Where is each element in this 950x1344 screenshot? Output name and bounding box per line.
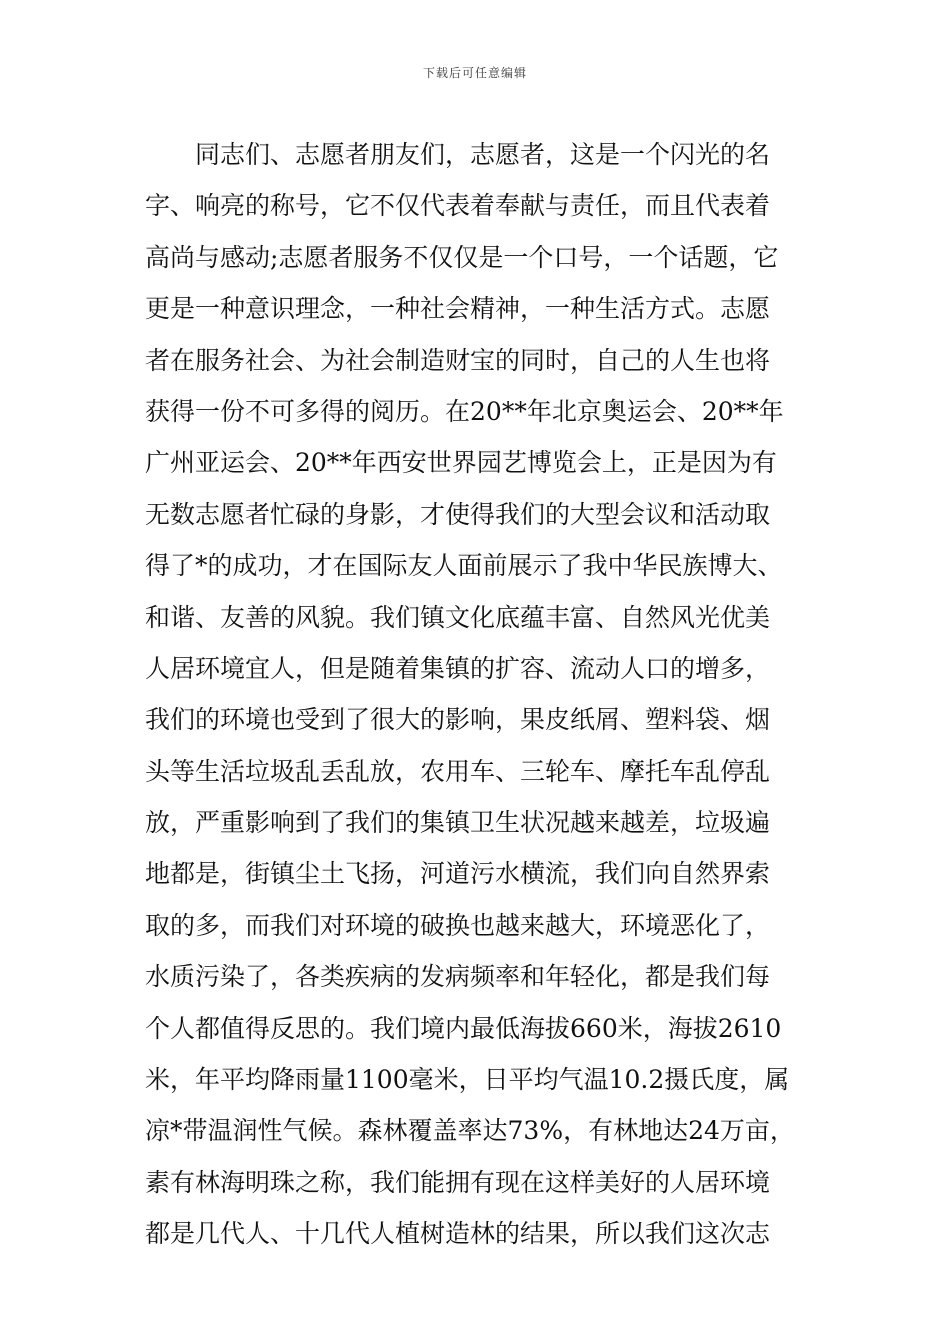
text-line: 水质污染了，各类疾病的发病频率和年轻化，都是我们每 (145, 962, 771, 992)
text-line: 人居环境宜人，但是随着集镇的扩容、流动人口的增多， (145, 653, 771, 683)
text-line: 都是几代人、十几代人植树造林的结果，所以我们这次志 (145, 1219, 771, 1249)
text-line: 字、响亮的称号，它不仅代表着奉献与责任，而且代表着 (145, 191, 771, 221)
text-line: 我们的环境也受到了很大的影响，果皮纸屑、塑料袋、烟 (145, 705, 771, 735)
text-line: 获得一份不可多得的阅历。在20**年北京奥运会、20**年 (145, 396, 784, 426)
text-line: 素有林海明珠之称，我们能拥有现在这样美好的人居环境 (145, 1167, 771, 1197)
text-line: 放，严重影响到了我们的集镇卫生状况越来越差，垃圾遍 (145, 808, 771, 838)
text-line: 得了*的成功，才在国际友人面前展示了我中华民族博大、 (145, 551, 783, 581)
page-header: 下载后可任意编辑 (422, 66, 527, 80)
text-line: 米，年平均降雨量1100毫米，日平均气温10.2摄氏度，属 (145, 1065, 790, 1095)
body-paragraph (145, 129, 815, 1260)
text-line: 高尚与感动;志愿者服务不仅仅是一个口号，一个话题，它 (145, 242, 779, 272)
text-line: 无数志愿者忙碌的身影，才使得我们的大型会议和活动取 (145, 499, 771, 529)
text-line: 更是一种意识理念，一种社会精神，一种生活方式。志愿 (145, 294, 771, 324)
text-line: 同志们、志愿者朋友们，志愿者，这是一个闪光的名 (195, 140, 771, 169)
text-line: 者在服务社会、为社会制造财宝的同时，自己的人生也将 (145, 345, 771, 375)
text-line: 头等生活垃圾乱丢乱放，农用车、三轮车、摩托车乱停乱 (145, 756, 771, 786)
text-line: 地都是，街镇尘土飞扬，河道污水横流，我们向自然界索 (145, 859, 771, 889)
text-line: 个人都值得反思的。我们境内最低海拔660米，海拔2610 (145, 1013, 782, 1043)
text-line: 取的多，而我们对环境的破换也越来越大，环境恶化了， (145, 910, 771, 940)
text-line: 广州亚运会、20**年西安世界园艺博览会上，正是因为有 (145, 448, 777, 478)
text-line: 凉*带温润性气候。森林覆盖率达73%，有林地达24万亩， (145, 1116, 795, 1146)
text-line: 和谐、友善的风貌。我们镇文化底蕴丰富、自然风光优美 (145, 602, 771, 632)
